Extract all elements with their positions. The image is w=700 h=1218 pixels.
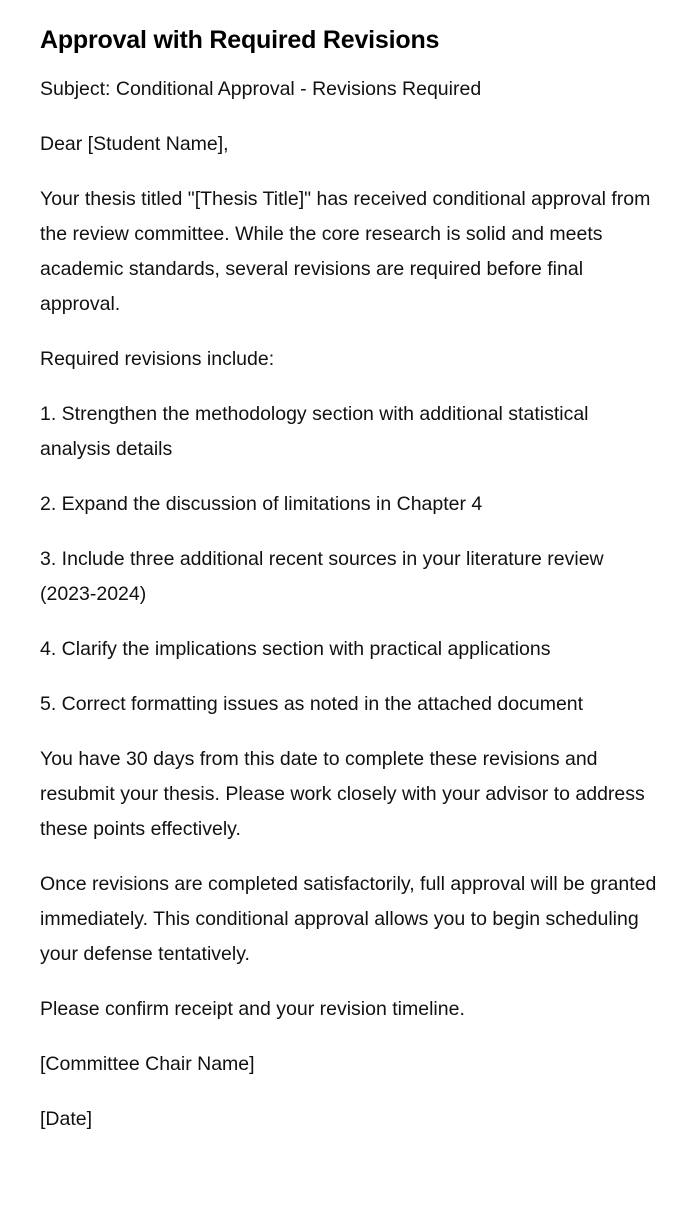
signature-date: [Date]: [40, 1108, 93, 1130]
signature-name: [Committee Chair Name]: [40, 1053, 255, 1075]
intro-paragraph: Your thesis titled "[Thesis Title]" has received conditional approval from the review committee. While the core research is solid and meets academic standards, several revisions are required before final approval.: [40, 188, 651, 315]
revision-item-5: 5. Correct formatting issues as noted in the attached document: [40, 693, 584, 715]
deadline-paragraph: You have 30 days from this date to complete these revisions and resubmit your thesis. Please work closely with your advisor to address these points effectively.: [40, 748, 645, 840]
subject-line: Subject: Conditional Approval - Revisions Required: [40, 78, 482, 100]
revision-item-4: 4. Clarify the implications section with practical applications: [40, 638, 551, 660]
revision-item-3: 3. Include three additional recent sources in your literature review (2023-2024): [40, 548, 604, 605]
document-title: Approval with Required Revisions: [40, 26, 440, 54]
revision-item-2: 2. Expand the discussion of limitations in Chapter 4: [40, 493, 483, 515]
confirm-request: Please confirm receipt and your revision timeline.: [40, 998, 465, 1020]
salutation: Dear [Student Name],: [40, 133, 229, 155]
completion-paragraph: Once revisions are completed satisfactorily, full approval will be granted immediately. This conditional approval allows you to begin scheduling your defense tentatively.: [40, 873, 657, 965]
revision-item-1: 1. Strengthen the methodology section with additional statistical analysis details: [40, 403, 589, 460]
revisions-heading: Required revisions include:: [40, 348, 275, 370]
